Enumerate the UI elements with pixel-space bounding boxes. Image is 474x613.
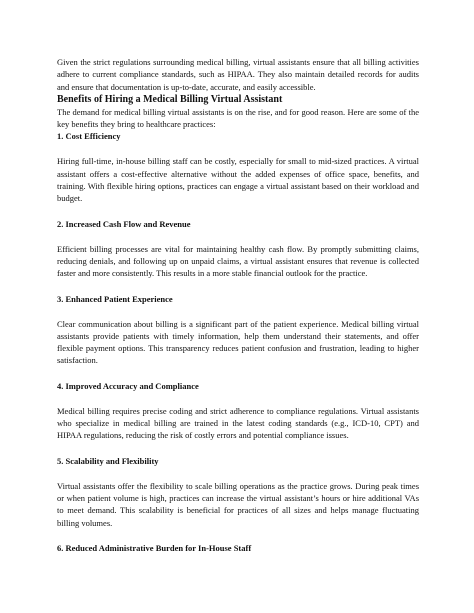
section-cost-efficiency	[57, 130, 419, 204]
section-heading: 4. Improved Accuracy and Compliance	[57, 380, 199, 391]
section-heading: 1. Cost Efficiency	[57, 131, 121, 142]
section-body: Clear communication about billing is a significant part of the patient experience. Medical billing virtual assistants provide patients with timely information, help them understand their statements, and offer flexible payment options. This transparency reduces patient confusion and frustration, leading to higher satisfaction.	[57, 318, 419, 366]
section-patient-experience	[57, 293, 419, 367]
section-body: Hiring full-time, in-house billing staff can be costly, especially for small to mid-sized practices. A virtual assistant offers a cost-effective alternative without the added expenses of office space, benefits, and training. With flexible hiring options, practices can engage a virtual assistant based on their workload and budget.	[57, 156, 419, 204]
section-heading: 3. Enhanced Patient Experience	[57, 293, 173, 304]
section-heading: 2. Increased Cash Flow and Revenue	[57, 218, 191, 229]
intro-paragraph: Given the strict regulations surrounding medical billing, virtual assistants ensure that all billing activities adhere to current compliance standards, such as HIPAA. They also maintain detailed records for audits and ensure that documentation is up-to-date, accurate, and easily accessible.	[57, 57, 419, 92]
section-accuracy-compliance	[57, 380, 419, 442]
document-page	[57, 56, 419, 567]
section-body: Efficient billing processes are vital for maintaining healthy cash flow. By promptly submitting claims, reducing denials, and following up on unpaid claims, a virtual assistant ensures that revenue is collected faster and more consistently. This results in a more stable financial outlook for the practice.	[57, 243, 419, 279]
section-heading: 6. Reduced Administrative Burden for In-House Staff	[57, 542, 252, 553]
section-body: Virtual assistants offer the flexibility to scale billing operations as the practice grows. During peak times or when patient volume is high, practices can increase the virtual assistant’s hours or hire additional VAs to meet demand. This scalability is beneficial for practices of all sizes and helps manage fluctuating billing volumes.	[57, 480, 419, 528]
section-body: Medical billing requires precise coding and strict adherence to compliance regulations. Virtual assistants who specialize in medical billing are trained in the latest coding standards (e.g., ICD-10, CPT) and HIPAA regulations, reducing the risk of costly errors and potential compliance issues.	[57, 405, 419, 441]
section-cash-flow	[57, 218, 419, 280]
section-admin-burden	[57, 542, 419, 554]
section-scalability	[57, 455, 419, 529]
main-heading: Benefits of Hiring a Medical Billing Virtual Assistant	[57, 93, 283, 105]
lead-paragraph: The demand for medical billing virtual assistants is on the rise, and for good reason. Here are some of the key benefits they bring to healthcare practices:	[57, 106, 419, 130]
section-heading: 5. Scalability and Flexibility	[57, 455, 159, 466]
